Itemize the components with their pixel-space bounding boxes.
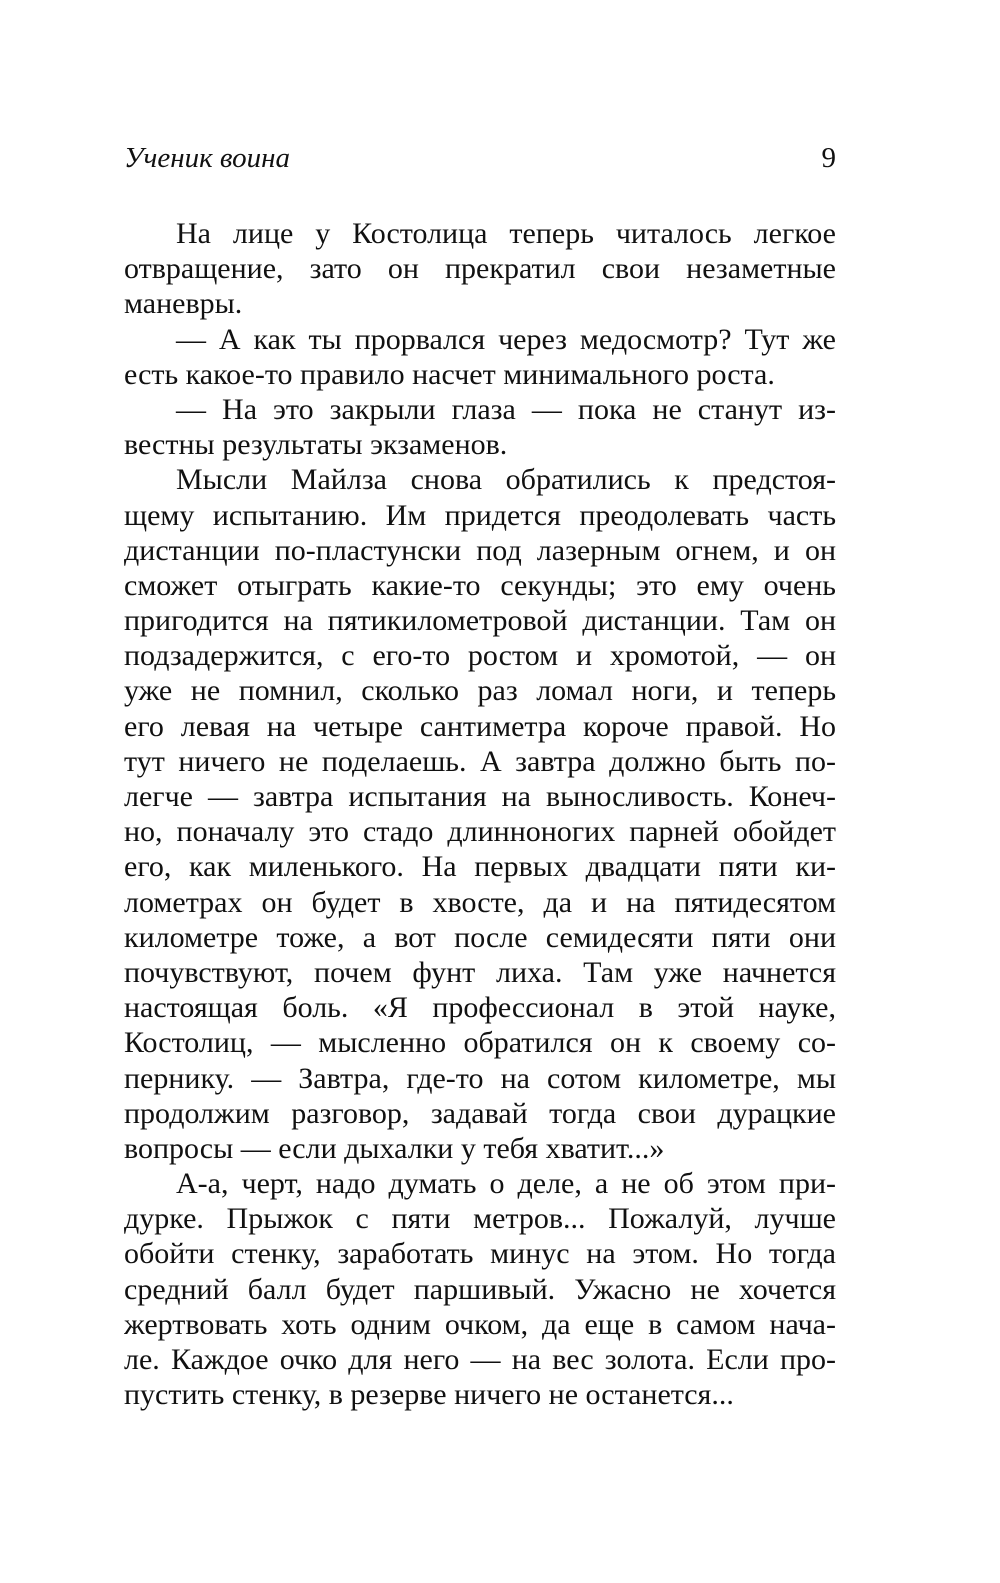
text-line: вопросы — если дыхалки у тебя хватит...» — [124, 1131, 665, 1165]
text-line: уже не помнил, сколько раз ломал ноги, и теперь — [124, 674, 836, 708]
page-number: 9 — [821, 142, 836, 174]
text-line: его, как миленького. На первых двадцати пяти ки- — [124, 850, 836, 884]
text-line: пернику. — Завтра, где-то на сотом километре, мы — [124, 1061, 836, 1095]
text-line: тут ничего не поделаешь. А завтра должно быть по- — [124, 744, 836, 778]
text-line: ле. Каждое очко для него — на вес золота. Если про- — [124, 1343, 836, 1376]
text-line: но, поначалу это стадо длинноногих парней обойдет — [124, 815, 836, 849]
text-line: продолжим разговор, задавай тогда свои дурацкие — [124, 1096, 836, 1130]
text-line: подзадержится, с его-то ростом и хромотой, — он — [124, 639, 836, 673]
text-line: почувствуют, почем фунт лиха. Там уже начнется — [124, 955, 836, 989]
text-line: сможет отыграть какие-то секунды; это ему очень — [124, 568, 836, 602]
text-line: — На это закрыли глаза — пока не станут из- — [176, 392, 836, 426]
text-line: настоящая боль. «Я профессионал в этой науке, — [124, 991, 836, 1025]
text-line: лометрах он будет в хвосте, да и на пятидесятом — [124, 885, 836, 919]
text-line: На лице у Костолица теперь читалось легкое — [176, 217, 836, 250]
text-line: щему испытанию. Им придется преодолевать часть — [124, 498, 836, 532]
body-text — [124, 216, 836, 1412]
text-line: — А как ты прорвался через медосмотр? Тут же — [176, 322, 836, 356]
text-line: вестны результаты экзаменов. — [124, 428, 508, 462]
text-line: отвращение, зато он прекратил свои незаметные — [124, 252, 836, 286]
text-line: пустить стенку, в резерве ничего не останется... — [124, 1378, 734, 1412]
running-title: Ученик воина — [124, 142, 291, 174]
text-line: километре тоже, а вот после семидесяти пяти они — [124, 920, 836, 954]
text-line: А-а, черт, надо думать о деле, а не об этом при- — [176, 1167, 836, 1201]
text-line: пригодится на пятикилометровой дистанции. Там он — [124, 604, 836, 638]
text-line: маневры. — [124, 287, 243, 321]
text-line: Мысли Майлза снова обратились к предстоя- — [176, 463, 836, 497]
text-line: обойти стенку, заработать минус на этом. Но тогда — [124, 1237, 836, 1271]
text-line: средний балл будет паршивый. Ужасно не хочется — [124, 1272, 836, 1306]
text-line: дурке. Прыжок с пяти метров... Пожалуй, лучше — [124, 1202, 836, 1236]
text-line: его левая на четыре сантиметра короче правой. Но — [124, 709, 836, 743]
text-line: есть какое-то правило насчет минимального роста. — [124, 357, 775, 391]
running-head — [124, 140, 836, 180]
text-line: легче — завтра испытания на выносливость. Конеч- — [124, 780, 836, 813]
text-line: жертвовать хоть одним очком, да еще в самом нача- — [124, 1307, 836, 1341]
text-line: дистанции по-пластунски под лазерным огнем, и он — [124, 533, 836, 567]
text-line: Костолиц, — мысленно обратился он к своему со- — [124, 1026, 836, 1060]
